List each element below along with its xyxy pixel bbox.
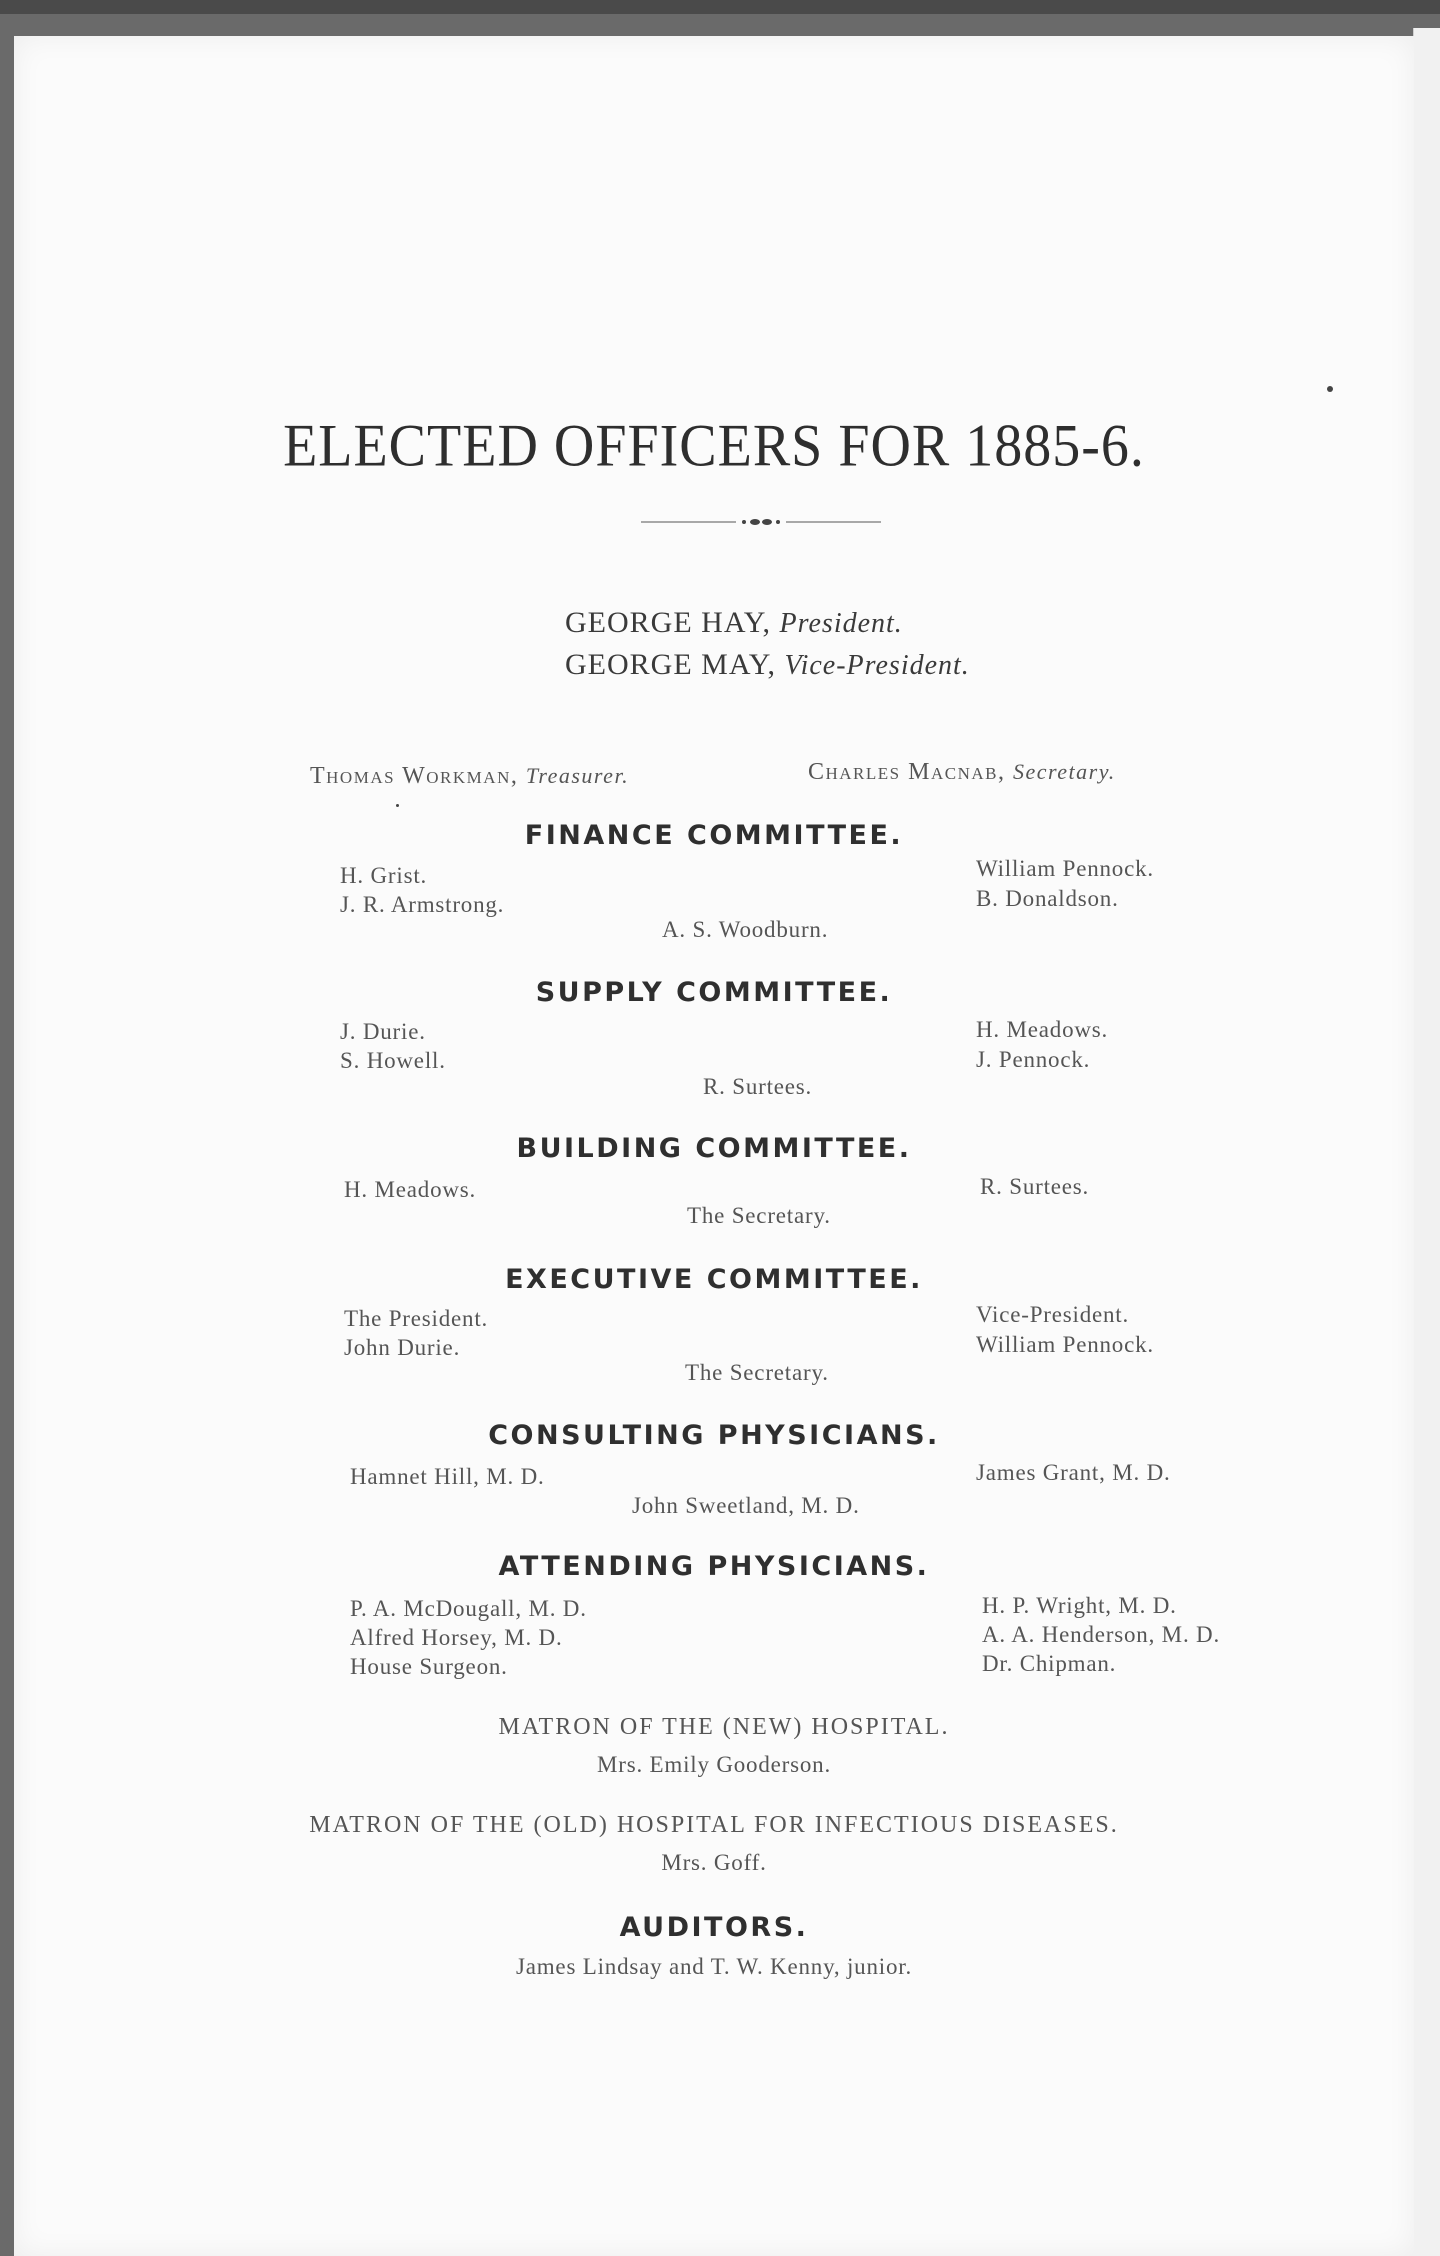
ink-speck [396, 804, 399, 807]
matron-new-heading: MATRON OF THE (NEW) HOSPITAL. [498, 1714, 950, 1740]
president-line [565, 606, 903, 640]
supply-member: J. Durie. [340, 1019, 426, 1044]
adjacent-page-edge [1413, 28, 1440, 2256]
supply-member: S. Howell. [340, 1048, 446, 1073]
treasurer-line [310, 763, 629, 790]
building-member: The Secretary. [687, 1203, 831, 1228]
attending-physician: Dr. Chipman. [982, 1651, 1117, 1676]
executive-member: The President. [344, 1306, 489, 1331]
treasurer-name: Thomas Workman, [310, 763, 519, 789]
matron-old-name: Mrs. Goff. [661, 1850, 767, 1875]
attending-physician: H. P. Wright, M. D. [982, 1593, 1177, 1618]
finance-member: William Pennock. [976, 856, 1154, 881]
finance-member: A. S. Woodburn. [662, 917, 829, 942]
vice-president-line [565, 648, 970, 682]
president-name: GEORGE HAY, [565, 606, 772, 639]
auditors-heading: AUDITORS. [619, 1912, 809, 1943]
attending-physician: A. A. Henderson, M. D. [982, 1622, 1220, 1647]
finance-member: H. Grist. [340, 863, 428, 888]
title-ornament-divider [641, 512, 881, 532]
auditors-names: James Lindsay and T. W. Kenny, junior. [515, 1954, 913, 1979]
executive-committee-heading: EXECUTIVE COMMITTEE. [505, 1264, 923, 1295]
secretary-role: Secretary. [1012, 759, 1116, 784]
consulting-physicians-heading: CONSULTING PHYSICIANS. [488, 1420, 940, 1451]
executive-member: The Secretary. [685, 1360, 829, 1385]
executive-member: William Pennock. [976, 1332, 1154, 1357]
scan-top-border [0, 0, 1440, 14]
finance-member: J. R. Armstrong. [340, 892, 505, 917]
building-member: R. Surtees. [980, 1174, 1090, 1199]
attending-physician: House Surgeon. [350, 1654, 508, 1679]
president-role: President. [779, 608, 903, 639]
secretary-name: Charles Macnab, [808, 759, 1006, 785]
secretary-line [808, 759, 1116, 786]
attending-physicians-heading: ATTENDING PHYSICIANS. [498, 1551, 930, 1582]
attending-physician: P. A. McDougall, M. D. [350, 1596, 587, 1621]
vice-president-name: GEORGE MAY, [565, 648, 777, 681]
building-committee-heading: BUILDING COMMITTEE. [516, 1133, 912, 1164]
supply-member: J. Pennock. [976, 1047, 1091, 1072]
consulting-physician: Hamnet Hill, M. D. [350, 1464, 545, 1489]
building-member: H. Meadows. [344, 1177, 477, 1202]
consulting-physician: John Sweetland, M. D. [632, 1493, 860, 1518]
matron-new-name: Mrs. Emily Gooderson. [596, 1752, 831, 1777]
treasurer-role: Treasurer. [525, 763, 630, 788]
page-title: ELECTED OFFICERS FOR 1885-6. [283, 412, 1145, 480]
finance-committee-heading: FINANCE COMMITTEE. [524, 820, 904, 851]
consulting-physician: James Grant, M. D. [976, 1460, 1171, 1485]
attending-physician: Alfred Horsey, M. D. [350, 1625, 563, 1650]
matron-old-heading: MATRON OF THE (OLD) HOSPITAL FOR INFECTIOUS DISEASES. [309, 1812, 1119, 1838]
ink-speck [1327, 386, 1333, 392]
document-page [14, 36, 1414, 2256]
supply-member: R. Surtees. [703, 1074, 813, 1099]
supply-member: H. Meadows. [976, 1017, 1109, 1042]
executive-member: John Durie. [344, 1335, 461, 1360]
executive-member: Vice-President. [976, 1302, 1130, 1327]
vice-president-role: Vice-President. [784, 650, 970, 681]
finance-member: B. Donaldson. [976, 886, 1119, 911]
supply-committee-heading: SUPPLY COMMITTEE. [535, 977, 893, 1008]
